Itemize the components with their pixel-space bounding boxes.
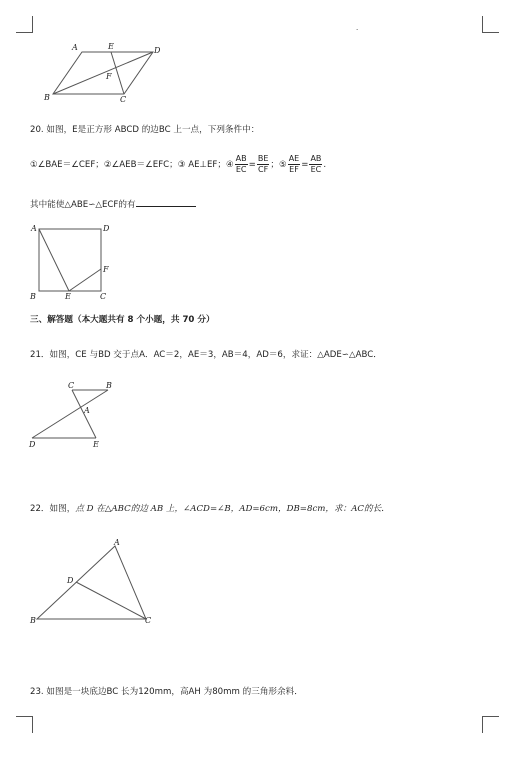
figure-parallelogram: [40, 38, 170, 108]
label-b: B: [44, 93, 50, 102]
square-abcd: [39, 229, 101, 291]
crop-mark-top-right: [482, 16, 499, 33]
question-22-body: 点 D 在△ABC的边 AB 上，∠ACD=∠B，AD=6cm，DB=8cm，求：AC的长．: [75, 504, 390, 514]
label-b: B: [106, 381, 112, 390]
label-b: B: [30, 292, 36, 301]
triangle-abc: [37, 546, 146, 619]
crop-mark-top-left: [16, 16, 33, 33]
segment-ec: [111, 52, 124, 94]
fraction-ab-ec: [235, 154, 248, 175]
label-c: C: [68, 381, 75, 390]
label-d: D: [154, 46, 161, 55]
answer-blank[interactable]: [136, 197, 196, 207]
fraction-3-denominator: EF: [289, 165, 299, 174]
label-d: D: [67, 576, 74, 585]
label-f: F: [103, 265, 109, 274]
label-e: E: [93, 440, 99, 449]
label-d: D: [103, 224, 110, 233]
label-a: A: [72, 43, 78, 52]
label-c: C: [145, 616, 152, 625]
segment-ef: [69, 269, 101, 291]
conditions-end: .: [323, 160, 327, 170]
segment-dc: [76, 582, 146, 619]
figure-triangle-abc: [28, 535, 158, 630]
question-22: [30, 503, 390, 515]
crop-mark-bottom-right: [482, 716, 499, 733]
figure-square: [28, 220, 118, 302]
fraction-ae-ef: [288, 154, 301, 175]
label-f: F: [106, 72, 112, 81]
fraction-2-denominator: CF: [258, 165, 269, 174]
fraction-2-numerator: BE: [257, 154, 269, 163]
ask-text: 其中能使△ABE∽△ECF的有: [30, 200, 136, 210]
fraction-be-cf: [257, 154, 270, 175]
label-a: A: [114, 538, 120, 547]
label-c: C: [120, 95, 127, 104]
label-d: D: [29, 440, 36, 449]
question-21: 21．如图，CE 与BD 交于点A．AC＝2，AE＝3，AB＝4，AD＝6，求证：△ADE∽△ABC．: [30, 350, 382, 360]
question-22-number: 22．如图，: [30, 504, 76, 514]
section-3-title: 三、解答题（本大题共有 8 个小题，共 70 分）: [30, 315, 215, 325]
equals-sign-1: =: [248, 160, 256, 170]
segment-ae: [39, 229, 69, 291]
fraction-3-numerator: AE: [288, 154, 300, 163]
label-c: C: [100, 292, 107, 301]
question-20-stem: 20. 如图，E是正方形 ABCD 的边BC 上一点，下列条件中：: [30, 125, 260, 135]
conditions-part-1: ①∠BAE＝∠CEF；②∠AEB＝∠EFC；③ AE⊥EF；④: [30, 160, 234, 170]
figure-intersecting-lines: [26, 378, 126, 452]
label-a: A: [31, 224, 37, 233]
stray-dot: .: [356, 24, 359, 32]
fraction-1-numerator: AB: [235, 154, 247, 163]
question-23: 23. 如图是一块底边BC 长为120mm，高AH 为80mm 的三角形余料．: [30, 687, 303, 697]
conditions-part-5: ；⑤: [270, 160, 287, 170]
equals-sign-2: =: [301, 160, 309, 170]
question-20-conditions: [30, 152, 326, 178]
fraction-ab-ec-2: [309, 154, 322, 175]
fraction-1-denominator: EC: [235, 165, 247, 174]
crop-mark-bottom-left: [16, 716, 33, 733]
label-e: E: [108, 42, 114, 51]
fraction-4-numerator: AB: [310, 154, 322, 163]
question-20-ask: [30, 197, 196, 211]
label-a: A: [84, 406, 90, 415]
fraction-4-denominator: EC: [310, 165, 322, 174]
label-e: E: [65, 292, 71, 301]
segment-bd: [32, 390, 108, 438]
label-b: B: [30, 616, 36, 625]
